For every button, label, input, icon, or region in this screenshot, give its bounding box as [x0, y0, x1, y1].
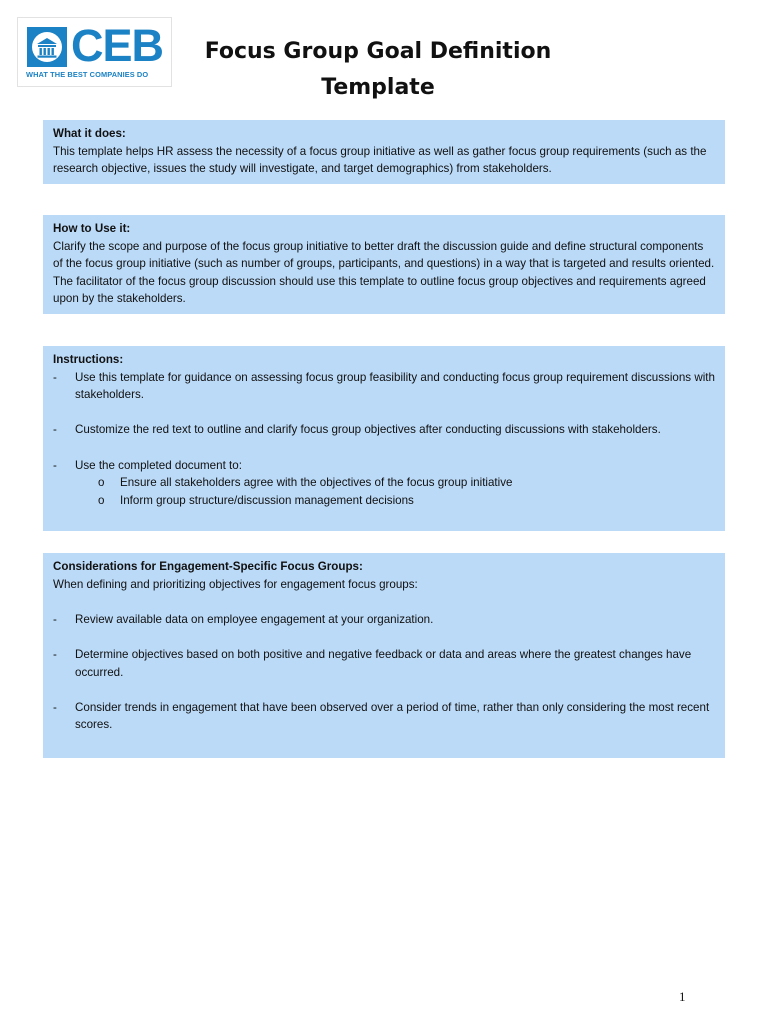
- logo-tagline: WHAT THE BEST COMPANIES DO: [26, 70, 149, 79]
- list-item-text: Use the completed document to:: [75, 458, 242, 472]
- list-item-text: Determine objectives based on both positive and negative feedback or data and areas where the greatest changes have occurred.: [75, 647, 692, 679]
- list-item-text: Use this template for guidance on assessing focus group feasibility and conducting focus group requirement discussions with stakeholders.: [75, 370, 715, 402]
- ceb-logo: [17, 17, 172, 87]
- section-heading: Instructions:: [53, 353, 124, 366]
- how-to-use-section: [43, 215, 725, 314]
- list-item: [53, 369, 715, 404]
- sub-list-item-text: Ensure all stakeholders agree with the objectives of the focus group initiative: [120, 476, 513, 490]
- section-intro: When defining and prioritizing objectives for engagement focus groups:: [53, 577, 418, 591]
- title-line-1: Focus Group Goal Definition: [204, 39, 552, 64]
- list-item-text: Customize the red text to outline and clarify focus group objectives after conducting discussions with stakeholders.: [75, 423, 661, 437]
- section-heading: Considerations for Engagement-Specific Focus Groups:: [53, 560, 363, 573]
- list-item-text: Consider trends in engagement that have been observed over a period of time, rather than only considering the most recent scores.: [75, 700, 710, 732]
- bullet-circle: o: [98, 493, 105, 507]
- sub-list-item-text: Inform group structure/discussion management decisions: [120, 493, 414, 507]
- page-title: [178, 34, 578, 106]
- section-body: This template helps HR assess the necessity of a focus group initiative as well as gather focus group requirements (such as the research objective, issues the study will investigate, and target demographics) from stakeholders.: [53, 144, 707, 176]
- list-item: [53, 646, 715, 681]
- list-item: [53, 457, 715, 475]
- list-item: [53, 421, 715, 439]
- sub-list-item: [53, 474, 715, 492]
- list-item: [53, 611, 715, 629]
- bullet-circle: o: [98, 476, 105, 490]
- section-heading: How to Use it:: [53, 222, 131, 235]
- bullet-dash: -: [53, 370, 57, 384]
- bank-building-icon: [27, 27, 67, 67]
- considerations-section: [43, 553, 725, 758]
- logo-brand-text: CEB: [71, 20, 164, 71]
- page-number: 1: [679, 989, 686, 1004]
- instructions-section: [43, 346, 725, 531]
- list-item: [53, 699, 715, 734]
- list-item-text: Review available data on employee engagement at your organization.: [75, 612, 434, 626]
- title-line-2: Template: [321, 75, 435, 100]
- bullet-dash: -: [53, 423, 57, 437]
- bullet-dash: -: [53, 458, 57, 472]
- what-it-does-section: [43, 120, 725, 184]
- bullet-dash: -: [53, 647, 57, 661]
- sub-list-item: [53, 492, 715, 510]
- section-heading: What it does:: [53, 127, 126, 140]
- section-body: Clarify the scope and purpose of the focus group initiative to better draft the discussion guide and define structural components of the focus group initiative (such as number of groups, participants, and questions) in a way that is targeted and results oriented. The facilitator of the focus group discussion should use this template to outline focus group objectives and requirements agreed upon by the stakeholders.: [53, 239, 715, 306]
- bullet-dash: -: [53, 612, 57, 626]
- bullet-dash: -: [53, 700, 57, 714]
